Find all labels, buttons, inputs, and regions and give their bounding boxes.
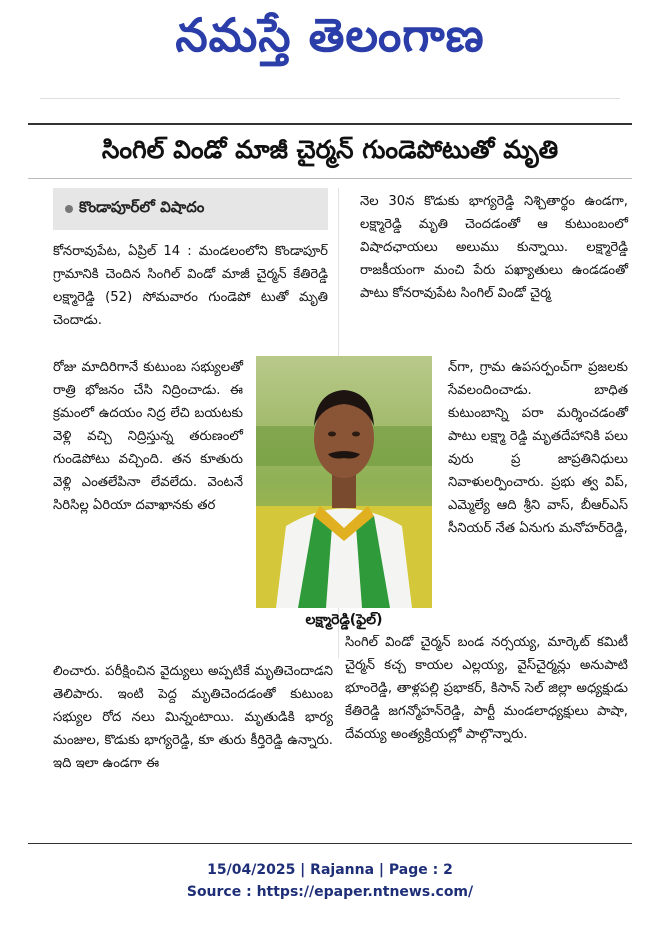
masthead-divider xyxy=(40,98,620,99)
paragraph-left-top: కోనరావుపేట, ఏప్రిల్ 14 : మండలంలోని కొండాపూర్ గ్రామానికి చెందిన సింగిల్ విండో మాజీ చైర్మన్ కేతిరెడ్డి లక్ష్మారెడ్డి (52) సోమవారం గుండెపో టుతో మృతి చెందాడు. xyxy=(53,244,328,328)
article-subhead: కొండాపూర్‌లో విషాదం xyxy=(79,198,205,216)
paragraph-left-narrow: రోజు మాదిరిగానే కుటుంబ సభ్యులతో రాత్రి భోజనం చేసి నిద్రించాడు. ఈ క్రమంలో ఉదయం నిద్ర లేచి బయటకు వెళ్లి వచ్చి నిద్రిస్తున్న తరుణంలో గుండెపోటు వచ్చింది. తన కూతురు వెళ్లి ఎంతలేపినా లేవలేదు. వెంటనే సిరిసిల్ల ఏరియా దవాఖానకు తర xyxy=(53,360,243,513)
subhead-box xyxy=(53,188,328,230)
paragraph-right-bottom: సింగిల్ విండో చైర్మన్ బండ నర్సయ్య, మార్కెట్ కమిటీ చైర్మన్ కచ్చ కాయల ఎల్లయ్య, వైస్‌చైర్మన్లు అనుపాటి భూంరెడ్డి, తాళ్లపల్లి ప్రభాకర్, కిసాన్ సెల్ జిల్లా అధ్యక్షుడు కేతిరెడ్డి జగన్మోహన్‌రెడ్డి, పార్టీ మండలాధ్యక్షులు పాషా, దేవయ్య అంత్యక్రియల్లో పాల్గొన్నారు. xyxy=(345,635,628,742)
masthead-logo: నమస్తే తెలంగాణ xyxy=(175,8,485,62)
headline-top-divider xyxy=(28,123,632,125)
photo-caption: లక్ష్మారెడ్డి(ఫైల్) xyxy=(305,612,383,628)
footer-dateline: 15/04/2025 | Rajanna | Page : 2 xyxy=(207,862,453,878)
paragraph-right-top: నెల 30న కొడుకు భాగ్యరెడ్డి నిశ్చితార్థం ఉండగా, లక్ష్మారెడ్డి మృతి చెందడంతో ఆ కుటుంబంలో విషాదఛాయలు అలుము కున్నాయి. లక్ష్మారెడ్డి రాజకీయంగా మంచి పేరు పఖ్యాతులు ఉండడంతో పాటు కోనరావుపేట సింగిల్ విండో చైర్మ xyxy=(360,194,628,301)
footer-source: Source : https://epaper.ntnews.com/ xyxy=(186,884,474,900)
headline-bottom-divider xyxy=(28,178,632,179)
right-column-bottom xyxy=(345,631,628,746)
portrait-photo xyxy=(256,356,432,608)
bullet-icon xyxy=(65,205,73,213)
footer-divider xyxy=(28,843,632,844)
portrait-illustration xyxy=(256,356,432,608)
paragraph-right-narrow: న్‌గా, గ్రామ ఉపసర్పంచ్‌గా ప్రజలకు సేవలందించాడు. బాధిత కుటుంబాన్ని పరా మర్శించడంతో పాటు లక్ష్మా రెడ్డి మృతదేహానికి పలు వురు ప్ర జాప్రతినిధులు నివాళులర్పించారు. ప్రభు త్వ విప్, ఎమ్మెల్యే ఆది శ్రీని వాస్, బీఆర్ఎస్ సీనియర్ నేత ఏనుగు మనోహర్‌రెడ్డి, xyxy=(448,360,628,536)
masthead xyxy=(0,0,660,88)
right-column-narrow xyxy=(448,356,628,540)
paragraph-left-bottom: లించారు. పరీక్షించిన వైద్యులు అప్పటికే మృతిచెందాడని తెలిపారు. ఇంటి పెద్ద మృతిచెందడంతో కుటుంబ సభ్యుల రోద నలు మిన్నంటాయి. మృతుడికి భార్య మంజుల, కొడుకు భాగ్యరెడ్డి, కూ తురు కీర్తిరెడ్డి ఉన్నారు. ఇది ఇలా ఉండగా ఈ xyxy=(53,664,333,771)
left-column-narrow xyxy=(53,356,243,517)
left-column-top xyxy=(53,240,328,332)
left-column-bottom xyxy=(53,660,333,775)
article-headline: సింగిల్ విండో మాజీ చైర్మన్ గుండెపోటుతో మృతి xyxy=(101,135,559,164)
right-column-top xyxy=(360,190,628,305)
